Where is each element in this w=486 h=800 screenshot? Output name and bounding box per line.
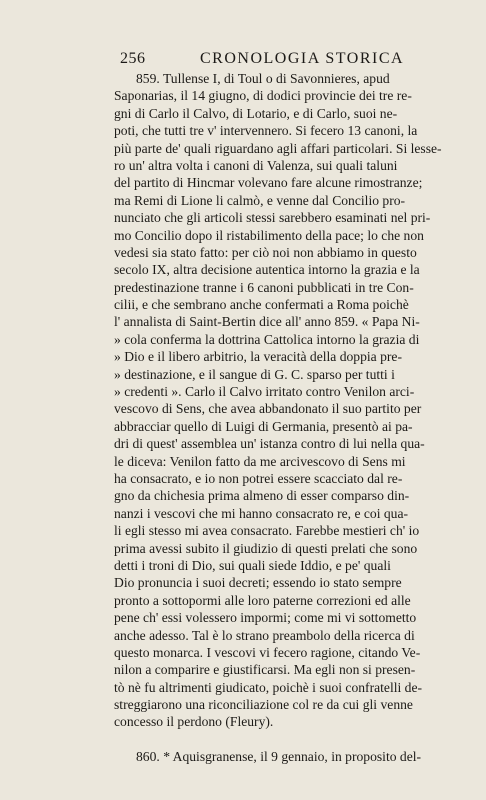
text-line: vescovo di Sens, che avea abbandonato il suo partito per <box>114 401 422 417</box>
text-line: 860. * Aquisgranense, il 9 gennaio, in proposito del- <box>136 748 422 764</box>
text-line: Dio pronuncia i suoi decreti; essendo io stato sempre <box>114 575 402 591</box>
text-line: le diceva: Venilon fatto da me arcivescovo di Sens mi <box>114 453 406 469</box>
text-line: pronto a sottopormi alle loro paterne correzioni ed alle <box>114 592 411 608</box>
text-line: secolo IX, altra decisione autentica intorno la grazia e la <box>114 262 420 278</box>
text-line: » credenti ». Carlo il Calvo irritato contro Venilon arci- <box>114 384 415 400</box>
page-number: 256 <box>120 50 146 67</box>
text-line: l' annalista di Saint-Bertin dice all' anno 859. « Papa Ni- <box>114 314 420 330</box>
page-header <box>120 50 460 70</box>
text-line: concesso il perdono (Fleury). <box>114 714 274 730</box>
text-line: gno da chichesia prima almeno di esser comparso din- <box>114 488 410 504</box>
text-line: mo Concilio dopo il ristabilimento della pace; lo che non <box>114 227 424 243</box>
text-line: cilii, e che sembrano anche confermati a Roma poichè <box>114 297 409 313</box>
text-line: abbracciar quello di Luigi di Germania, presentò ai pa- <box>114 418 413 434</box>
text-line: » destinazione, e il sangue di G. C. sparso per tutti i <box>114 366 395 382</box>
text-line: ha consacrato, e io non potrei essere scacciato dal re- <box>114 470 403 486</box>
text-line: Saponarias, il 14 giugno, di dodici provincie dei tre re- <box>114 88 412 104</box>
text-line: del partito di Hincmar volevano fare alcune rimostranze; <box>114 175 423 191</box>
text-line: poti, che tutti tre v' intervennero. Si fecero 13 canoni, la <box>114 123 418 139</box>
text-line: dri di quest' assemblea un' istanza contro di lui nella qua- <box>114 436 425 452</box>
running-title: CRONOLOGIA STORICA <box>200 50 405 67</box>
text-line: nanzi i vescovi che mi hanno consacrato re, e coi qua- <box>114 505 409 521</box>
text-line: predestinazione tranne i 6 canoni pubblicati in tre Con- <box>114 279 414 295</box>
text-line: » Dio e il libero arbitrio, la veracità della doppia pre- <box>114 349 402 365</box>
body-text <box>114 70 460 765</box>
text-line: gni di Carlo il Calvo, di Lotario, e di Carlo, suoi ne- <box>114 105 398 121</box>
text-line: ro un' altra volta i canoni di Valenza, sui quali taluni <box>114 157 398 173</box>
text-line: tò nè fu altrimenti giudicato, poichè i suoi confratelli de- <box>114 679 423 695</box>
text-line: vedesi sia stato fatto: per ciò noi non abbiamo in questo <box>114 244 417 260</box>
text-line: detti i troni di Dio, sui quali siede Iddio, e pe' quali <box>114 557 391 573</box>
text-line: questo monarca. I vescovi vi fecero ragione, citando Ve- <box>114 644 421 660</box>
text-line: nilon a comparire e giustificarsi. Ma egli non si presen- <box>114 662 416 678</box>
text-line: streggiarono una riconciliazione col re da cui gli venne <box>114 697 413 713</box>
text-line: prima avessi subito il giudizio di questi prelati che sono <box>114 540 418 556</box>
text-line: li egli stesso mi avea consacrato. Farebbe mestieri ch' io <box>114 523 420 539</box>
paragraph-gap <box>114 731 460 748</box>
text-line: pene ch' essi volessero impormi; come mi vi sottometto <box>114 610 417 626</box>
text-line: » cola conferma la dottrina Cattolica intorno la grazia di <box>114 331 420 347</box>
text-line: ma Remi di Lione li calmò, e venne dal Concilio pro- <box>114 192 406 208</box>
text-line: anche adesso. Tal è lo strano preambolo della ricerca di <box>114 627 415 643</box>
text-line: 859. Tullense I, di Toul o di Savonnieres, apud <box>136 71 390 86</box>
text-line: più parte de' quali riguardano agli affari particolari. Si lesse- <box>114 140 442 156</box>
text-line: nunciato che gli articoli stessi sarebbero esaminati nel pri- <box>114 210 431 226</box>
